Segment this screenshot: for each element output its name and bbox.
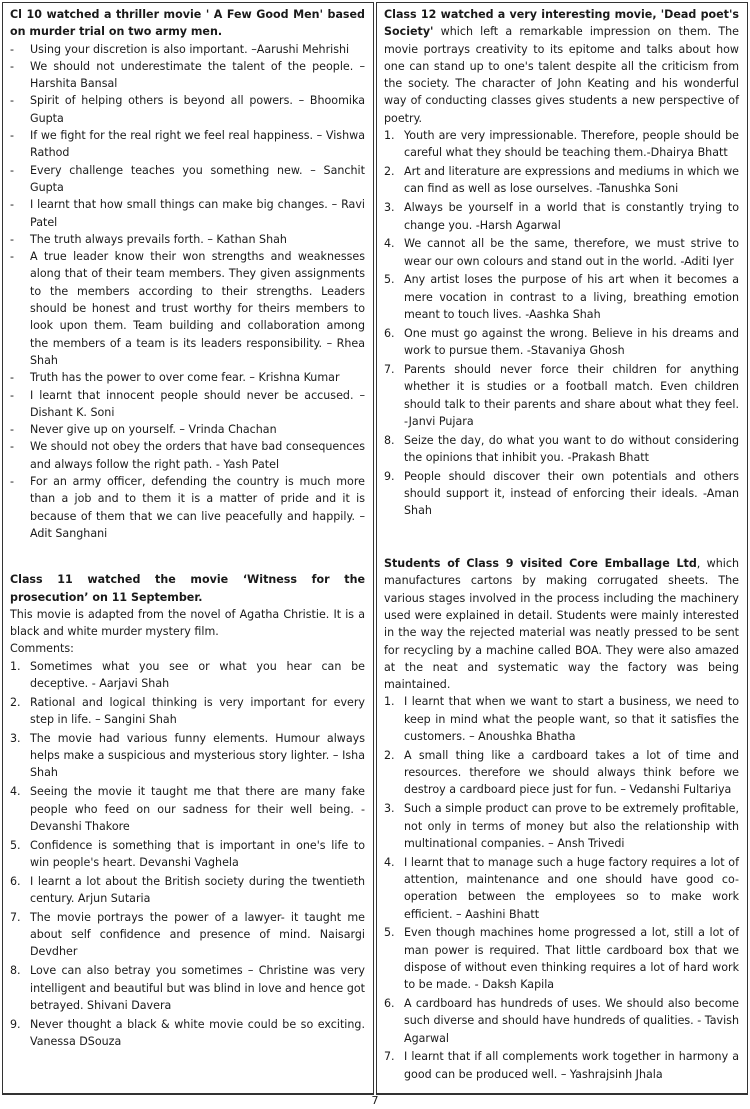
- list-item: - I learnt that innocent people should never be accused. – Dishant K. Soni: [10, 387, 365, 422]
- list-item: - We should not underestimate the talent of the people. – Harshita Bansal: [10, 58, 365, 93]
- item-text: Rational and logical thinking is very important for every step in life. – Sangini Shah: [30, 695, 365, 727]
- item-text: Parents should never force their children for anything whether it is studies or a football match. Even children should talk to their parents and share about what they feel. -Janvi Pujara: [404, 362, 739, 428]
- item-text: I learnt a lot about the British society during the twentieth century. Arjun Sutaria: [30, 874, 365, 906]
- item-number: 6.: [10, 874, 21, 888]
- class11-comment-list: [10, 658, 365, 1051]
- item-number: 5.: [384, 273, 395, 287]
- item-number: 5.: [384, 926, 395, 940]
- list-item: [384, 468, 739, 520]
- item-text: Youth are very impressionable. Therefore, people should be careful what they should be teaching them.-Dhairya Bhatt: [404, 129, 739, 160]
- class9-comment-list: [384, 693, 739, 1083]
- item-text: Any artist loses the purpose of his art when it becomes a mere vocation in contrast to a living, breathing emotion meant to touch lives. -Aashka Shah: [404, 273, 739, 322]
- list-item: [10, 962, 365, 1014]
- item-text: One must go against the wrong. Believe in his dreams and work to pursue them. -Stavaniya Ghosh: [404, 326, 739, 358]
- item-text: The movie portrays the power of a lawyer- it taught me about self confidence and presence of mind. Naisargi Devdher: [30, 910, 365, 959]
- left-column: [2, 2, 374, 1095]
- item-number: 5.: [10, 838, 21, 852]
- item-number: 7.: [10, 910, 21, 924]
- item-number: 6.: [384, 997, 395, 1011]
- list-item: - Every challenge teaches you something new. – Sanchit Gupta: [10, 162, 365, 197]
- class12-description: which left a remarkable impression on them. The movie portrays creativity to its epitome and talks about how one can stand up to one's talent despite all the criticism from the society. The character of John Keating and his wonderful way of conducting classes gives students a new perspective of poetry.: [384, 25, 739, 125]
- class10-heading: Cl 10 watched a thriller movie ' A Few Good Men' based on murder trial on two army men.: [10, 8, 365, 39]
- class12-comment-list: [384, 127, 739, 520]
- item-number: 1.: [10, 659, 21, 673]
- list-item: - Spirit of helping others is beyond all powers. – Bhoomika Gupta: [10, 92, 365, 127]
- list-item: - A true leader know their won strengths and weaknesses along that of their team members. They given assignments to the members according to their strengths. Leaders should be honest and trust worthy for theirs members to look upon them. Team building and collaboration among the members of a team is its leaders responsibility. – Rhea Shah: [10, 248, 365, 369]
- list-item: [384, 325, 739, 360]
- page-number: 7: [371, 1094, 379, 1107]
- list-item: [384, 693, 739, 745]
- comments-label: Comments:: [10, 642, 74, 656]
- list-item: [10, 1016, 365, 1051]
- item-text: I learnt that to manage such a huge factory requires a lot of attention, maintenance and one should have good co-operation between the employees so to make work efficient. – Aashini Bhatt: [404, 855, 739, 921]
- list-item: [10, 694, 365, 729]
- item-number: 9.: [384, 469, 395, 483]
- list-item: - The truth always prevails forth. – Kathan Shah: [10, 231, 365, 248]
- item-text: Seeing the movie it taught me that there are many fake people who feed on our sadness for their well being. - Devanshi Thakore: [30, 785, 365, 833]
- item-text: The movie had various funny elements. Humour always helps make a suspicious and mysterious story lighter. – Isha Shah: [30, 731, 365, 780]
- list-item: - Never give up on yourself. – Vrinda Chachan: [10, 421, 365, 438]
- list-item: - For an army officer, defending the country is much more than a job and to them it is a matter of pride and it is because of them that we can live peacefully and happily. – Adit Sanghani: [10, 473, 365, 542]
- item-text: Never thought a black & white movie could be so exciting. Vanessa DSouza: [30, 1017, 365, 1048]
- list-item: [384, 432, 739, 467]
- item-text: I learnt that if all complements work together in harmony a good can be produced well. – Yashrajsinh Jhala: [404, 1050, 739, 1081]
- list-item: [384, 924, 739, 993]
- section-spacer: [384, 521, 739, 555]
- item-number: 4.: [384, 855, 395, 869]
- item-text: Confidence is something that is important in one's life to win people's heart. Devanshi Vaghela: [30, 838, 365, 869]
- item-text: Seize the day, do what you want to do without considering the opinions that inhibit you. -Prakash Bhatt: [404, 433, 739, 464]
- list-item: [384, 747, 739, 799]
- item-text: Art and literature are expressions and mediums in which we can find as well as lose ourselves. -Tanushka Soni: [404, 165, 739, 196]
- item-number: 2.: [384, 748, 395, 762]
- list-item: - We should not obey the orders that have bad consequences and always follow the right path. - Yash Patel: [10, 438, 365, 473]
- item-number: 7.: [384, 1050, 395, 1064]
- item-text: Sometimes what you see or what you hear can be deceptive. - Aarjavi Shah: [30, 659, 365, 690]
- item-text: I learnt that when we want to start a business, we need to keep in mind what the people want, so that it satisfies the customers. – Anoushka Bhatha: [404, 695, 739, 744]
- class10-section: [10, 6, 365, 542]
- item-number: 2.: [384, 165, 395, 179]
- class12-section: [384, 6, 739, 520]
- list-item: [10, 658, 365, 693]
- item-text: We cannot all be the same, therefore, we must strive to wear our own colours and stand out in the world. -Aditi Iyer: [404, 237, 739, 268]
- class9-description: , which manufactures cartons by making corrugated sheets. The various stages involved in the process including the machinery used were explained in detail. Students were mainly interested in the way the rejected material was neatly pressed to be sent for recycling by a machine called BOA. They were also amazed at the neat and systematic way the factory was being maintained.: [384, 557, 740, 692]
- item-text: Even though machines home progressed a lot, still a lot of man power is required. That little cardboard box that we dispose of without even thinking requires a lot of hard work to be made. - Daksh Kapila: [404, 926, 739, 992]
- list-item: [384, 271, 739, 323]
- item-number: 3.: [384, 802, 395, 816]
- item-number: 1.: [384, 129, 395, 143]
- list-item: - Using your discretion is also important. –Aarushi Mehrishi: [10, 41, 365, 58]
- item-number: 3.: [10, 731, 21, 745]
- class11-intro: This movie is adapted from the novel of Agatha Christie. It is a black and white murder mystery film.: [10, 607, 365, 639]
- list-item: [10, 783, 365, 835]
- list-item: - Truth has the power to over come fear. – Krishna Kumar: [10, 369, 365, 386]
- item-text: Love can also betray you sometimes – Christine was very intelligent and beautiful but was blind in love and hence got betrayed. Shivani Davera: [30, 964, 365, 1012]
- list-item: - I learnt that how small things can make big changes. – Ravi Patel: [10, 196, 365, 231]
- item-number: 4.: [384, 237, 395, 251]
- right-column: [376, 2, 748, 1095]
- list-item: [384, 127, 739, 162]
- list-item: [384, 235, 739, 270]
- item-number: 7.: [384, 362, 395, 376]
- item-text: Such a simple product can prove to be extremely profitable, not only in terms of money but also the relationship with multinational companies. – Ansh Trivedi: [404, 802, 739, 850]
- item-text: A cardboard has hundreds of uses. We should also become such diverse and should have hundreds of qualities. - Tavish Agarwal: [404, 997, 739, 1045]
- list-item: [10, 730, 365, 782]
- item-text: A small thing like a cardboard takes a lot of time and resources. therefore we should always think before we destroy a cardboard piece just for fun. – Vedanshi Fultariya: [404, 748, 739, 797]
- list-item: - If we fight for the real right we feel real happiness. – Vishwa Rathod: [10, 127, 365, 162]
- class10-comment-list: [10, 41, 365, 543]
- list-item: [384, 163, 739, 198]
- item-number: 3.: [384, 201, 395, 215]
- list-item: [384, 854, 739, 923]
- class11-section: [10, 571, 365, 1050]
- item-number: 8.: [10, 964, 21, 978]
- list-item: [10, 909, 365, 961]
- class11-heading: Class 11 watched the movie ‘Witness for the prosecution’ on 11 September.: [10, 573, 365, 604]
- item-number: 6.: [384, 326, 395, 340]
- list-item: [384, 995, 739, 1047]
- section-spacer: [10, 542, 365, 571]
- class12-heading: Class 12 watched a very interesting movie, 'Dead poet's Society': [384, 8, 739, 39]
- item-number: 8.: [384, 433, 395, 447]
- item-number: 9.: [10, 1017, 21, 1031]
- item-number: 2.: [10, 695, 21, 709]
- list-item: [384, 361, 739, 430]
- item-text: Always be yourself in a world that is constantly trying to change you. -Harsh Agarwal: [404, 201, 739, 232]
- item-number: 4.: [10, 785, 21, 799]
- list-item: [384, 199, 739, 234]
- item-number: 1.: [384, 695, 395, 709]
- class9-heading: Students of Class 9 visited Core Emballage Ltd: [384, 557, 697, 571]
- class12-intro: [384, 6, 739, 127]
- list-item: [10, 837, 365, 872]
- class9-section: [384, 555, 739, 1083]
- class9-intro: [384, 555, 739, 693]
- list-item: [10, 873, 365, 908]
- list-item: [384, 1048, 739, 1083]
- list-item: [384, 800, 739, 852]
- item-text: People should discover their own potentials and others should support it, instead of enforcing their ideals. -Aman Shah: [404, 469, 739, 518]
